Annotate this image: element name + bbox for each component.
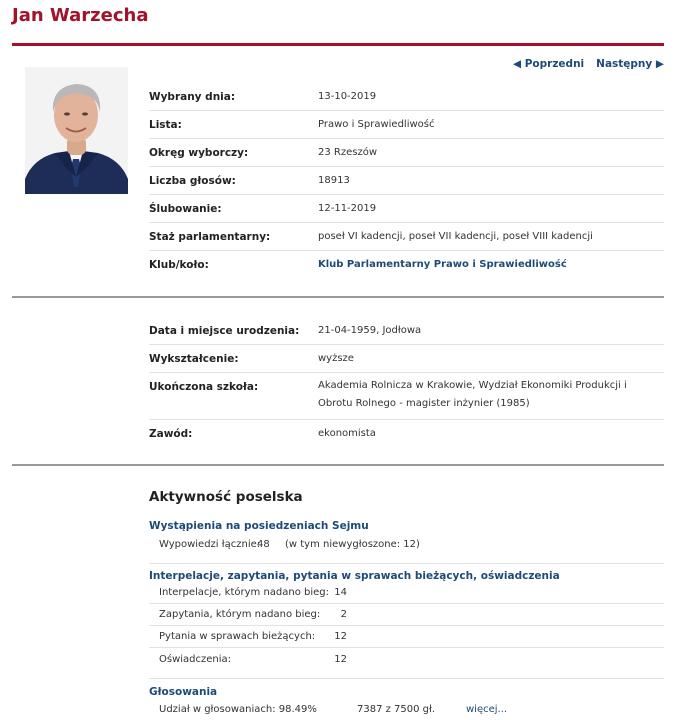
info-row-votes	[149, 167, 664, 195]
info-label: Klub/koło:	[149, 259, 209, 271]
info-value: 12-11-2019	[318, 203, 377, 214]
info-value: 13-10-2019	[318, 91, 377, 102]
bio-value: wyższe	[318, 353, 354, 364]
bio-table	[149, 317, 664, 448]
info-row-club	[149, 251, 664, 279]
speeches-total-label: Wypowiedzi łącznie:	[159, 539, 261, 550]
previous-link[interactable]: ◀ Poprzedni	[512, 58, 585, 70]
info-label: Staż parlamentarny:	[149, 231, 271, 243]
interpellation-row	[149, 604, 664, 626]
interpellation-value: 12	[334, 631, 347, 642]
info-row-elected	[149, 83, 664, 111]
bio-label: Zawód:	[149, 428, 193, 440]
interpellation-row	[149, 582, 664, 604]
row-divider	[149, 563, 664, 564]
title-underline	[12, 43, 664, 46]
info-label: Wybrany dnia:	[149, 91, 236, 103]
info-label: Ślubowanie:	[149, 203, 222, 215]
interpellation-label: Oświadczenia:	[159, 654, 232, 665]
next-link[interactable]: Następny ▶	[596, 58, 664, 70]
bio-label: Data i miejsce urodzenia:	[149, 325, 300, 337]
bio-value: Akademia Rolnicza w Krakowie, Wydział Ekonomiki Produkcji i Obrotu Rolnego - magister inżynier (1985)	[318, 380, 627, 409]
page-title: Jan Warzecha	[12, 5, 149, 26]
info-value: 18913	[318, 175, 350, 186]
info-value: 23 Rzeszów	[318, 147, 378, 158]
interpellation-value: 14	[334, 587, 347, 598]
info-row-tenure	[149, 223, 664, 251]
pagination-nav	[513, 58, 664, 70]
speeches-unspoken: (w tym niewygłoszone: 12)	[285, 539, 420, 550]
info-table	[149, 83, 664, 279]
bio-label: Ukończona szkoła:	[149, 381, 259, 393]
portrait-image	[25, 67, 128, 194]
row-divider	[149, 678, 664, 679]
bio-value: 21-04-1959, Jodłowa	[318, 325, 422, 336]
interpellation-label: Pytania w sprawach bieżących:	[159, 631, 316, 642]
votes-share: Udział w głosowaniach: 98.49%	[159, 704, 317, 715]
info-row-list	[149, 111, 664, 139]
info-row-district	[149, 139, 664, 167]
votes-count: 7387 z 7500 gł.	[357, 704, 436, 715]
bio-label: Wykształcenie:	[149, 353, 239, 365]
info-label: Okręg wyborczy:	[149, 147, 249, 159]
interpellation-row	[149, 649, 664, 671]
bio-value: ekonomista	[318, 428, 376, 439]
info-value: poseł VI kadencji, poseł VII kadencji, poseł VIII kadencji	[318, 231, 593, 242]
info-label: Liczba głosów:	[149, 175, 236, 187]
club-link[interactable]: Klub Parlamentarny Prawo i Sprawiedliwość	[318, 259, 567, 270]
interpellation-label: Zapytania, którym nadano bieg:	[159, 609, 321, 620]
speeches-heading: Wystąpienia na posiedzeniach Sejmu	[149, 520, 369, 532]
bio-row-birth	[149, 317, 664, 345]
interpellations-heading: Interpelacje, zapytania, pytania w sprawach bieżących, oświadczenia	[149, 570, 560, 582]
info-row-oath	[149, 195, 664, 223]
section-divider	[12, 296, 664, 298]
votes-heading: Głosowania	[149, 686, 218, 698]
bio-row-profession	[149, 420, 664, 448]
deputy-photo	[25, 67, 128, 194]
bio-row-education	[149, 345, 664, 373]
interpellation-label: Interpelacje, którym nadano bieg:	[159, 587, 330, 598]
speeches-total-value: 48	[257, 539, 270, 550]
info-label: Lista:	[149, 119, 182, 131]
section-divider	[12, 464, 664, 466]
interpellation-value: 2	[340, 609, 347, 620]
interpellation-value: 12	[334, 654, 347, 665]
info-value: Prawo i Sprawiedliwość	[318, 119, 435, 130]
votes-more-link[interactable]: więcej...	[466, 704, 508, 715]
interpellation-row	[149, 626, 664, 648]
bio-row-school	[149, 373, 664, 420]
activity-heading: Aktywność poselska	[149, 489, 303, 505]
